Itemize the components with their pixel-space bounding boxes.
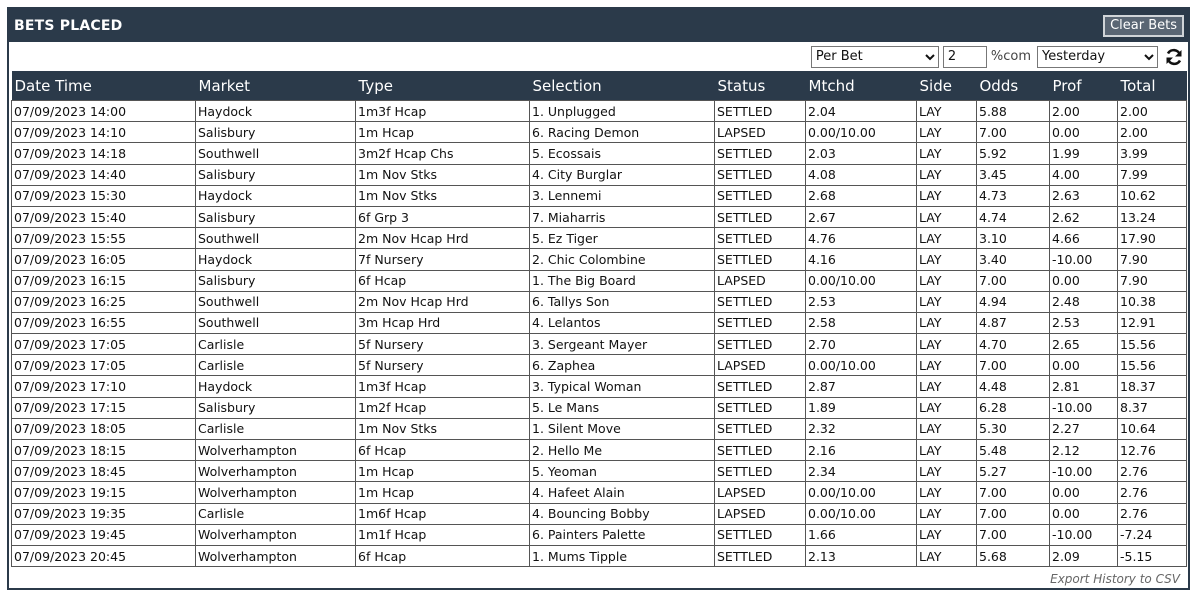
table-cell: 3. Lennemi: [530, 185, 715, 206]
column-header[interactable]: Prof: [1050, 71, 1118, 101]
table-cell: 2.13: [806, 545, 917, 566]
table-cell: 0.00/10.00: [806, 482, 917, 503]
table-cell: 4. Lelantos: [530, 312, 715, 333]
table-row: [12, 397, 1187, 418]
table-row: [12, 355, 1187, 376]
clear-bets-button[interactable]: Clear Bets: [1103, 15, 1184, 37]
table-cell: 07/09/2023 17:05: [12, 355, 196, 376]
table-cell: 7.00: [977, 355, 1050, 376]
table-cell: 2.65: [1050, 334, 1118, 355]
table-cell: SETTLED: [715, 397, 806, 418]
table-cell: 07/09/2023 20:45: [12, 545, 196, 566]
table-cell: 7. Miaharris: [530, 206, 715, 227]
table-row: [12, 312, 1187, 333]
table-cell: 07/09/2023 18:45: [12, 461, 196, 482]
table-cell: Salisbury: [196, 206, 356, 227]
table-cell: SETTLED: [715, 545, 806, 566]
table-row: [12, 101, 1187, 122]
table-cell: Haydock: [196, 101, 356, 122]
table-cell: 07/09/2023 18:05: [12, 418, 196, 439]
table-cell: 2.04: [806, 101, 917, 122]
table-cell: Wolverhampton: [196, 524, 356, 545]
table-cell: Southwell: [196, 312, 356, 333]
export-csv-link[interactable]: Export History to CSV: [1050, 572, 1180, 586]
table-cell: 1m Hcap: [356, 461, 530, 482]
table-cell: -10.00: [1050, 397, 1118, 418]
table-cell: 5.92: [977, 143, 1050, 164]
table-row: [12, 122, 1187, 143]
table-cell: 1m1f Hcap: [356, 524, 530, 545]
table-cell: 3. Sergeant Mayer: [530, 334, 715, 355]
table-cell: Wolverhampton: [196, 461, 356, 482]
table-cell: 3m Hcap Hrd: [356, 312, 530, 333]
table-body: [12, 101, 1187, 567]
table-cell: SETTLED: [715, 185, 806, 206]
table-row: [12, 376, 1187, 397]
table-cell: 2.68: [806, 185, 917, 206]
column-header[interactable]: Side: [917, 71, 977, 101]
table-cell: LAY: [917, 418, 977, 439]
table-cell: 6f Hcap: [356, 270, 530, 291]
table-cell: 7.00: [977, 524, 1050, 545]
table-cell: 5. Ecossais: [530, 143, 715, 164]
table-cell: 3. Typical Woman: [530, 376, 715, 397]
table-cell: 07/09/2023 15:55: [12, 228, 196, 249]
table-row: [12, 206, 1187, 227]
table-cell: Wolverhampton: [196, 482, 356, 503]
table-cell: 5.48: [977, 440, 1050, 461]
table-cell: 5. Ez Tiger: [530, 228, 715, 249]
table-row: [12, 164, 1187, 185]
table-cell: LAY: [917, 206, 977, 227]
table-cell: 7f Nursery: [356, 249, 530, 270]
table-cell: -10.00: [1050, 249, 1118, 270]
table-cell: 2.76: [1118, 482, 1187, 503]
table-cell: 07/09/2023 16:55: [12, 312, 196, 333]
table-cell: 2. Chic Colombine: [530, 249, 715, 270]
table-cell: 0.00: [1050, 482, 1118, 503]
table-cell: Carlisle: [196, 355, 356, 376]
table-cell: 7.00: [977, 503, 1050, 524]
table-cell: 0.00/10.00: [806, 270, 917, 291]
table-cell: LAY: [917, 503, 977, 524]
table-cell: 07/09/2023 16:15: [12, 270, 196, 291]
table-cell: LAPSED: [715, 503, 806, 524]
table-row: [12, 545, 1187, 566]
table-cell: LAY: [917, 334, 977, 355]
table-row: [12, 249, 1187, 270]
table-cell: 7.00: [977, 270, 1050, 291]
table-cell: 07/09/2023 19:35: [12, 503, 196, 524]
table-cell: LAY: [917, 355, 977, 376]
table-cell: 1m2f Hcap: [356, 397, 530, 418]
column-header[interactable]: Date Time: [12, 71, 196, 101]
table-cell: SETTLED: [715, 440, 806, 461]
table-cell: Southwell: [196, 228, 356, 249]
table-cell: Haydock: [196, 185, 356, 206]
table-cell: 1.89: [806, 397, 917, 418]
table-cell: 1.99: [1050, 143, 1118, 164]
table-cell: 2.16: [806, 440, 917, 461]
table-cell: SETTLED: [715, 143, 806, 164]
table-cell: LAY: [917, 376, 977, 397]
table-cell: 1m Nov Stks: [356, 185, 530, 206]
table-cell: Southwell: [196, 291, 356, 312]
table-cell: 6. Racing Demon: [530, 122, 715, 143]
table-cell: 10.38: [1118, 291, 1187, 312]
column-header[interactable]: Odds: [977, 71, 1050, 101]
table-cell: LAPSED: [715, 482, 806, 503]
table-cell: 07/09/2023 14:40: [12, 164, 196, 185]
table-cell: 2.00: [1050, 101, 1118, 122]
table-cell: 2.53: [1050, 312, 1118, 333]
table-cell: 07/09/2023 17:10: [12, 376, 196, 397]
table-cell: 2.63: [1050, 185, 1118, 206]
table-cell: 1m3f Hcap: [356, 101, 530, 122]
table-cell: 0.00/10.00: [806, 122, 917, 143]
table-cell: 5f Nursery: [356, 355, 530, 376]
table-cell: 07/09/2023 19:45: [12, 524, 196, 545]
table-cell: 12.76: [1118, 440, 1187, 461]
table-cell: 1. Silent Move: [530, 418, 715, 439]
table-cell: 5.30: [977, 418, 1050, 439]
table-cell: 1m Nov Stks: [356, 418, 530, 439]
table-cell: LAY: [917, 291, 977, 312]
table-row: [12, 524, 1187, 545]
table-cell: 6. Zaphea: [530, 355, 715, 376]
table-cell: -10.00: [1050, 461, 1118, 482]
table-cell: 5. Yeoman: [530, 461, 715, 482]
table-cell: Wolverhampton: [196, 545, 356, 566]
table-cell: 0.00: [1050, 270, 1118, 291]
table-cell: SETTLED: [715, 418, 806, 439]
table-cell: 1. The Big Board: [530, 270, 715, 291]
table-cell: LAY: [917, 461, 977, 482]
bets-placed-panel: [7, 7, 1190, 590]
table-cell: 4.08: [806, 164, 917, 185]
table-cell: 07/09/2023 14:10: [12, 122, 196, 143]
table-cell: 4. Hafeet Alain: [530, 482, 715, 503]
table-cell: -5.15: [1118, 545, 1187, 566]
table-cell: 07/09/2023 17:05: [12, 334, 196, 355]
table-cell: 07/09/2023 19:15: [12, 482, 196, 503]
table-cell: 6f Hcap: [356, 545, 530, 566]
table-cell: 6.28: [977, 397, 1050, 418]
filter-controls: [9, 42, 1188, 71]
table-cell: 5.88: [977, 101, 1050, 122]
table-cell: LAY: [917, 122, 977, 143]
table-cell: 7.90: [1118, 270, 1187, 291]
bets-table: [11, 71, 1187, 567]
table-cell: SETTLED: [715, 461, 806, 482]
table-cell: 07/09/2023 14:00: [12, 101, 196, 122]
table-cell: 4.87: [977, 312, 1050, 333]
table-cell: 07/09/2023 15:30: [12, 185, 196, 206]
table-cell: 10.62: [1118, 185, 1187, 206]
table-cell: 3.99: [1118, 143, 1187, 164]
table-cell: 5.68: [977, 545, 1050, 566]
column-header[interactable]: Type: [356, 71, 530, 101]
table-cell: 2.76: [1118, 461, 1187, 482]
table-cell: LAY: [917, 164, 977, 185]
table-cell: LAY: [917, 545, 977, 566]
table-cell: 2.87: [806, 376, 917, 397]
table-cell: 3.45: [977, 164, 1050, 185]
table-cell: 1. Mums Tipple: [530, 545, 715, 566]
table-cell: 4.94: [977, 291, 1050, 312]
table-cell: 1m Hcap: [356, 482, 530, 503]
table-cell: 4.00: [1050, 164, 1118, 185]
table-cell: 2.53: [806, 291, 917, 312]
table-cell: 07/09/2023 18:15: [12, 440, 196, 461]
table-cell: 2.81: [1050, 376, 1118, 397]
table-cell: 2. Hello Me: [530, 440, 715, 461]
table-cell: -10.00: [1050, 524, 1118, 545]
table-cell: 15.56: [1118, 334, 1187, 355]
table-cell: 0.00/10.00: [806, 503, 917, 524]
table-cell: 8.37: [1118, 397, 1187, 418]
table-cell: 3.40: [977, 249, 1050, 270]
column-header[interactable]: Mtchd: [806, 71, 917, 101]
table-cell: LAY: [917, 101, 977, 122]
table-cell: Haydock: [196, 376, 356, 397]
table-cell: 5. Le Mans: [530, 397, 715, 418]
table-cell: 2m Nov Hcap Hrd: [356, 228, 530, 249]
table-cell: Haydock: [196, 249, 356, 270]
table-row: [12, 291, 1187, 312]
table-cell: Salisbury: [196, 164, 356, 185]
table-cell: LAY: [917, 143, 977, 164]
table-cell: 0.00/10.00: [806, 355, 917, 376]
table-cell: 7.99: [1118, 164, 1187, 185]
table-row: [12, 440, 1187, 461]
table-cell: 2m Nov Hcap Hrd: [356, 291, 530, 312]
column-header[interactable]: Total: [1118, 71, 1187, 101]
table-cell: 4.73: [977, 185, 1050, 206]
refresh-icon[interactable]: [1164, 47, 1184, 67]
table-cell: SETTLED: [715, 228, 806, 249]
table-cell: 0.00: [1050, 355, 1118, 376]
commission-unit-label: %com: [990, 49, 1031, 64]
column-header[interactable]: Selection: [530, 71, 715, 101]
table-row: [12, 503, 1187, 524]
table-cell: 2.67: [806, 206, 917, 227]
table-row: [12, 270, 1187, 291]
table-cell: 4.16: [806, 249, 917, 270]
table-cell: 7.90: [1118, 249, 1187, 270]
table-cell: SETTLED: [715, 291, 806, 312]
column-header[interactable]: Status: [715, 71, 806, 101]
table-cell: SETTLED: [715, 524, 806, 545]
table-cell: 4. City Burglar: [530, 164, 715, 185]
table-cell: LAY: [917, 397, 977, 418]
table-cell: LAY: [917, 524, 977, 545]
table-cell: 0.00: [1050, 503, 1118, 524]
table-cell: SETTLED: [715, 334, 806, 355]
table-cell: Wolverhampton: [196, 440, 356, 461]
table-cell: 07/09/2023 16:05: [12, 249, 196, 270]
table-cell: Salisbury: [196, 122, 356, 143]
table-cell: 10.64: [1118, 418, 1187, 439]
table-cell: 2.58: [806, 312, 917, 333]
table-cell: 4.76: [806, 228, 917, 249]
table-cell: 07/09/2023 16:25: [12, 291, 196, 312]
table-cell: 07/09/2023 14:18: [12, 143, 196, 164]
table-cell: 6f Hcap: [356, 440, 530, 461]
table-cell: 4.70: [977, 334, 1050, 355]
table-header-row: [12, 71, 1187, 101]
period-select[interactable]: [1037, 46, 1158, 68]
table-cell: LAY: [917, 270, 977, 291]
table-cell: 6f Grp 3: [356, 206, 530, 227]
table-cell: 1m Hcap: [356, 122, 530, 143]
table-row: [12, 418, 1187, 439]
table-cell: LAPSED: [715, 355, 806, 376]
table-cell: 5.27: [977, 461, 1050, 482]
table-cell: 2.12: [1050, 440, 1118, 461]
table-cell: 0.00: [1050, 122, 1118, 143]
table-cell: 1. Unplugged: [530, 101, 715, 122]
table-cell: Southwell: [196, 143, 356, 164]
table-cell: 1.66: [806, 524, 917, 545]
table-cell: 12.91: [1118, 312, 1187, 333]
table-row: [12, 185, 1187, 206]
table-cell: SETTLED: [715, 164, 806, 185]
column-header[interactable]: Market: [196, 71, 356, 101]
commission-input[interactable]: 2: [943, 46, 987, 68]
table-cell: 7.00: [977, 482, 1050, 503]
table-cell: Carlisle: [196, 418, 356, 439]
table-cell: LAY: [917, 249, 977, 270]
table-cell: 6. Painters Palette: [530, 524, 715, 545]
table-cell: 2.62: [1050, 206, 1118, 227]
table-cell: 2.03: [806, 143, 917, 164]
table-cell: 4. Bouncing Bobby: [530, 503, 715, 524]
stake-mode-select[interactable]: [811, 46, 939, 68]
table-cell: 6. Tallys Son: [530, 291, 715, 312]
table-cell: 2.09: [1050, 545, 1118, 566]
table-row: [12, 461, 1187, 482]
panel-header: [9, 9, 1188, 42]
table-cell: 13.24: [1118, 206, 1187, 227]
table-cell: LAPSED: [715, 270, 806, 291]
table-cell: 15.56: [1118, 355, 1187, 376]
table-cell: LAPSED: [715, 122, 806, 143]
table-cell: SETTLED: [715, 312, 806, 333]
table-cell: 2.76: [1118, 503, 1187, 524]
table-row: [12, 228, 1187, 249]
table-cell: Carlisle: [196, 334, 356, 355]
table-cell: SETTLED: [715, 376, 806, 397]
table-cell: 07/09/2023 15:40: [12, 206, 196, 227]
table-cell: 17.90: [1118, 228, 1187, 249]
table-cell: LAY: [917, 312, 977, 333]
table-cell: 4.66: [1050, 228, 1118, 249]
table-cell: 18.37: [1118, 376, 1187, 397]
table-cell: Salisbury: [196, 270, 356, 291]
panel-title: BETS PLACED: [14, 17, 123, 34]
table-cell: 07/09/2023 17:15: [12, 397, 196, 418]
table-cell: 7.00: [977, 122, 1050, 143]
table-cell: 1m6f Hcap: [356, 503, 530, 524]
table-cell: 2.48: [1050, 291, 1118, 312]
table-cell: SETTLED: [715, 101, 806, 122]
table-cell: SETTLED: [715, 249, 806, 270]
table-cell: LAY: [917, 228, 977, 249]
table-cell: 2.32: [806, 418, 917, 439]
table-cell: 2.00: [1118, 122, 1187, 143]
table-cell: 3m2f Hcap Chs: [356, 143, 530, 164]
table-row: [12, 143, 1187, 164]
table-cell: LAY: [917, 440, 977, 461]
table-cell: 5f Nursery: [356, 334, 530, 355]
table-cell: 4.48: [977, 376, 1050, 397]
table-cell: LAY: [917, 185, 977, 206]
table-cell: 2.34: [806, 461, 917, 482]
table-cell: LAY: [917, 482, 977, 503]
table-cell: 2.27: [1050, 418, 1118, 439]
table-row: [12, 334, 1187, 355]
table-cell: 1m Nov Stks: [356, 164, 530, 185]
table-cell: Carlisle: [196, 503, 356, 524]
table-cell: 1m3f Hcap: [356, 376, 530, 397]
table-cell: Salisbury: [196, 397, 356, 418]
table-cell: 4.74: [977, 206, 1050, 227]
table-cell: 2.00: [1118, 101, 1187, 122]
table-cell: SETTLED: [715, 206, 806, 227]
table-cell: 3.10: [977, 228, 1050, 249]
table-cell: 2.70: [806, 334, 917, 355]
table-cell: -7.24: [1118, 524, 1187, 545]
table-row: [12, 482, 1187, 503]
